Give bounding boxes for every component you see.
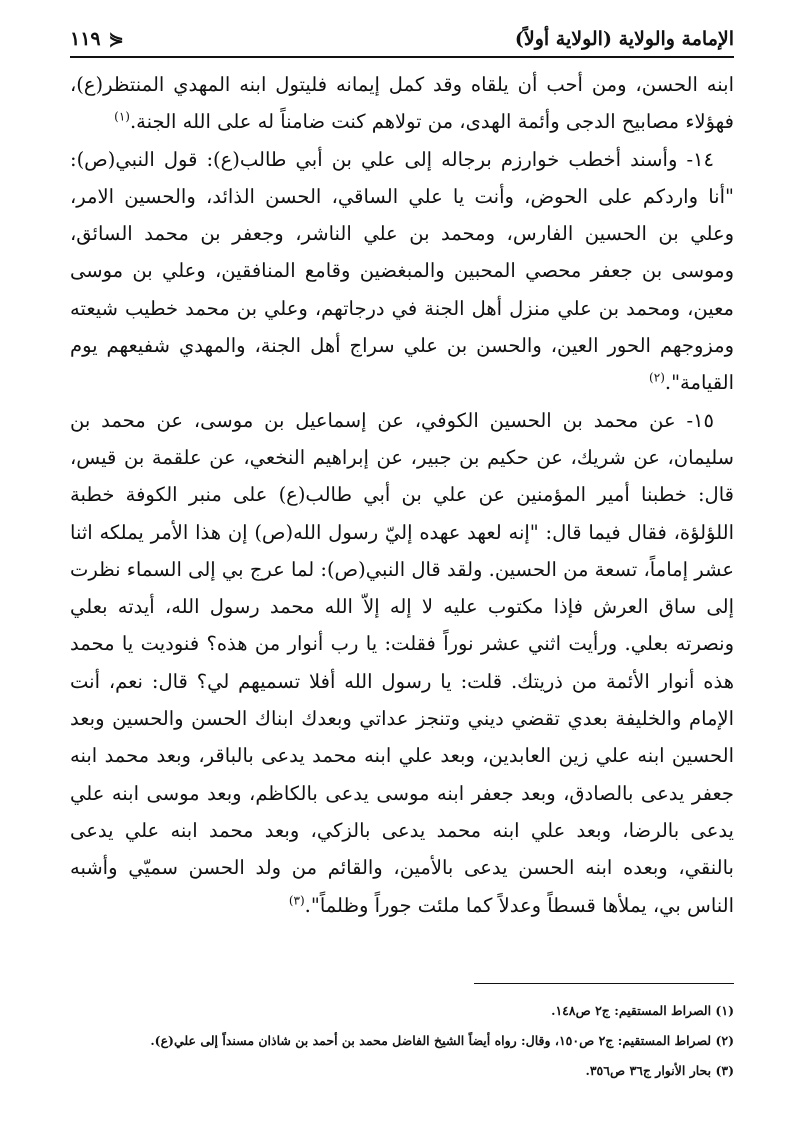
paragraph <box>70 66 734 141</box>
footnote: (٣) بحار الأنوار ج٣٦ ص٣٥٦. <box>585 1063 734 1078</box>
paragraph <box>70 141 734 402</box>
footnote: (١) الصراط المستقيم: ج٢ ص١٤٨. <box>551 1003 734 1018</box>
paragraph-text: ١٤- وأسند أخطب خوارزم برجاله إلى علي بن أبي طالب(ع): قول النبي(ص): "أنا واردكم على الحوض، وأنت يا علي الساقي، الحسن الذائد، والحسين الامر، وعلي بن الحسين الفارس، ومحمد بن علي الناشر، وجعفر بن محمد السائق، وموسى بن جعفر محصي المحبين والمبغضين وقامع المنافقين، وعلي بن موسى معين، ومحمد بن علي منزل أهل الجنة في درجاتهم، وعلي بن محمد خطيب شيعته ومزوجهم الحور العين، والحسن بن علي سراج أهل الجنة، والمهدي شفيعهم يوم القيامة". <box>70 147 735 395</box>
main-text <box>70 66 734 924</box>
page-number: ١١٩ <box>70 28 101 50</box>
footnote-ref: (١) <box>114 109 130 124</box>
footnote-divider <box>474 983 734 984</box>
running-title: الإمامة والولاية (الولاية أولاً) <box>514 28 734 50</box>
paragraph-text: ابنه الحسن، ومن أحب أن يلقاه وقد كمل إيمانه فليتول ابنه المهدي المنتظر(ع)، فهؤلاء مصابيح الدجى وأئمة الهدى، من تولاهم كنت ضامناً له على الله الجنة. <box>70 73 734 134</box>
footnote: (٢) لصراط المستقيم: ج٢ ص١٥٠، وقال: رواه أيضاً الشيخ الفاضل محمد بن أحمد بن شاذان مسنداً إلى علي(ع). <box>150 1033 734 1048</box>
footnotes <box>70 996 734 1086</box>
page-header <box>70 22 734 58</box>
paragraph <box>70 402 734 924</box>
footnote-ref: (٢) <box>649 370 665 385</box>
paragraph-text: ١٥- عن محمد بن الحسين الكوفي، عن إسماعيل بن موسى، عن محمد بن سليمان، عن شريك، عن حكيم بن جبير، عن إبراهيم النخعي، عن علقمة بن قيس، قال: خطبنا أمير المؤمنين عن علي بن أبي طالب(ع) على منبر الكوفة خطبة اللؤلؤة، فقال فيما قال: "إنه لعهد عهده إليّ رسول الله(ص) إن هذا الأمر يملكه اثنا عشر إماماً، تسعة من الحسين. ولقد قال النبي(ص): لما عرج بي إلى السماء نظرت إلى ساق العرش فإذا مكتوب عليه لا إله إلاّ الله محمد رسول الله، أيدته بعلي ونصرته بعلي. ورأيت اثني عشر نوراً فقلت: يا رب أنوار من هذه؟ فنوديت يا محمد هذه أنوار الأئمة من ذريتك. قلت: يا رسول الله أفلا تسميهم لي؟ قال: نعم، أنت الإمام والخليفة بعدي تقضي ديني وتنجز عداتي وبعدك ابناك الحسن والحسين وبعد الحسين ابنه علي زين العابدين، وبعد علي ابنه محمد يدعى بالباقر، وبعد محمد ابنه جعفر يدعى بالصادق، وبعد جعفر ابنه موسى يدعى بالكاظم، وبعد موسى ابنه علي يدعى بالرضا، وبعد علي ابنه محمد يدعى بالزكي، وبعد محمد ابنه علي يدعى بالنقي، وبعده ابنه الحسن يدعى بالأمين، والقائم من ولد الحسن سميّي وأشبه الناس بي، يملأها قسطاً وعدلاً كما ملئت جوراً وظلماً". <box>70 408 734 917</box>
page-number-group <box>70 28 124 50</box>
footnote-ref: (٣) <box>288 893 305 908</box>
ornament-icon: ⋞ <box>108 28 124 50</box>
